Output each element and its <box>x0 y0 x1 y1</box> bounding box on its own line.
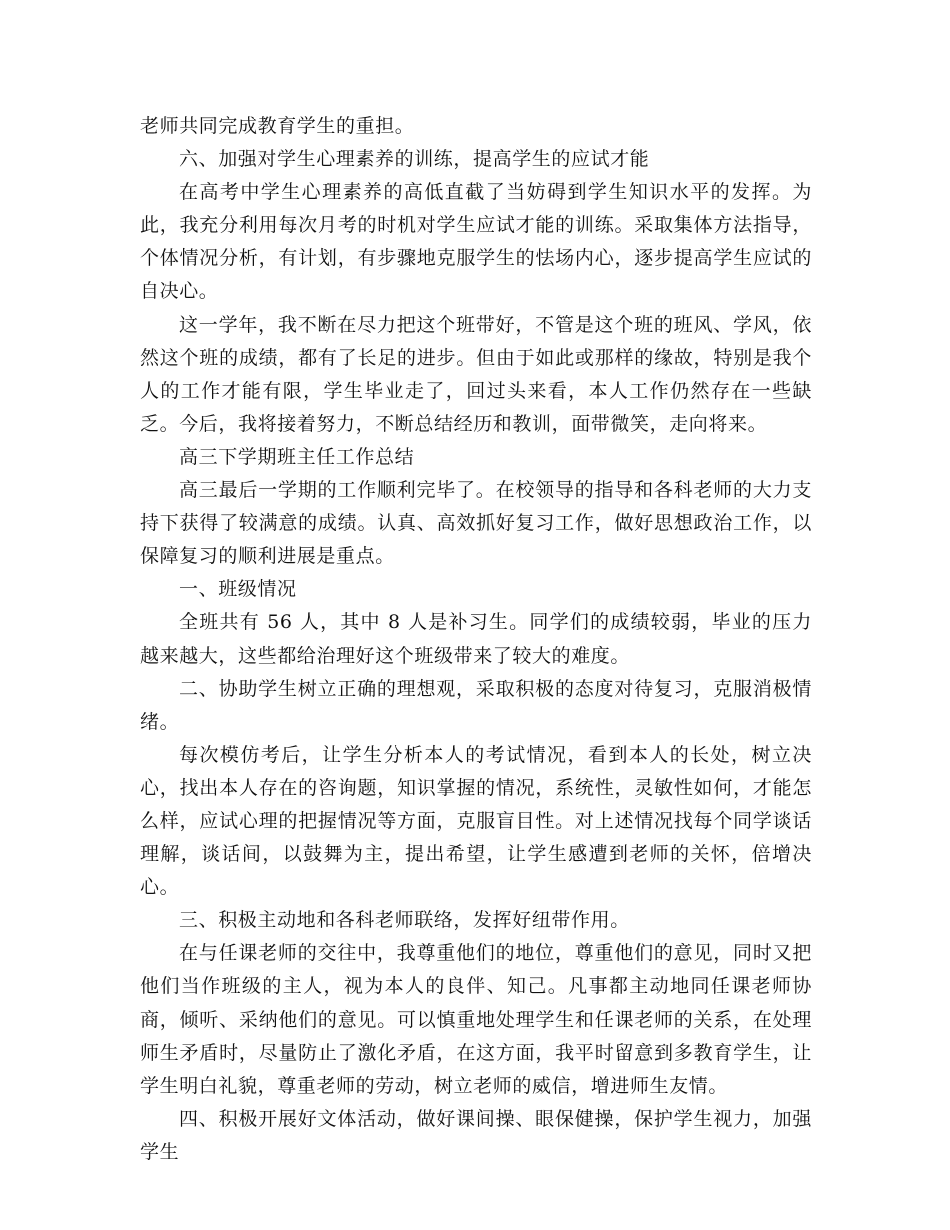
document-body <box>140 110 812 1169</box>
paragraph-continuation: 老师共同完成教育学生的重担。 <box>140 115 415 137</box>
document-subtitle: 高三下学期班主任工作总结 <box>179 445 415 468</box>
paragraph: 高三最后一学期的工作顺利完毕了。在校领导的指导和各科老师的大力支持下获得了较满意的成绩。认真、高效抓好复习工作，做好思想政治工作，以保障复习的顺利进展是重点。 <box>140 479 812 568</box>
paragraph: 在高考中学生心理素养的高低直截了当妨碍到学生知识水平的发挥。为此，我充分利用每次月考的时机对学生应试才能的训练。采取集体方法指导，个体情况分析，有计划，有步骤地克服学生的怯场内心，逐步提高学生应试的自决心。 <box>140 181 812 303</box>
section-heading-three: 三、积极主动地和各科老师联络，发挥好纽带作用。 <box>179 909 630 932</box>
paragraph: 全班共有 56 人，其中 8 人是补习生。同学们的成绩较弱，毕业的压力越来越大，这些都给治理好这个班级带来了较大的难度。 <box>140 611 812 667</box>
section-heading-two: 二、协助学生树立正确的理想观，采取积极的态度对待复习，克服消极情绪。 <box>140 677 812 733</box>
paragraph: 在与任课老师的交往中，我尊重他们的地位，尊重他们的意见，同时又把他们当作班级的主人，视为本人的良伴、知己。凡事都主动地同任课老师协商，倾听、采纳他们的意见。可以慎重地处理学生和任课老师的关系，在处理师生矛盾时，尽量防止了激化矛盾，在这方面，我平时留意到多教育学生，让学生明白礼貌，尊重老师的劳动，树立老师的威信，增进师生友情。 <box>140 942 812 1097</box>
section-heading-six: 六、加强对学生心理素养的训练，提高学生的应试才能 <box>179 148 650 171</box>
paragraph: 这一学年，我不断在尽力把这个班带好，不管是这个班的班风、学风，依然这个班的成绩，都有了长足的进步。但由于如此或那样的缘故，特别是我个人的工作才能有限，学生毕业走了，回过头来看，本人工作仍然存在一些缺乏。今后，我将接着努力，不断总结经历和教训，面带微笑，走向将来。 <box>140 313 812 435</box>
section-heading-four: 四、积极开展好文体活动，做好课间操、眼保健操，保护学生视力，加强学生 <box>140 1107 812 1163</box>
paragraph: 每次模仿考后，让学生分析本人的考试情况，看到本人的长处，树立决心，找出本人存在的咨询题，知识掌握的情况，系统性，灵敏性如何，才能怎么样，应试心理的把握情况等方面，克服盲目性。对上述情况找每个同学谈话理解，谈话间，以鼓舞为主，提出希望，让学生感遭到老师的关怀，倍增决心。 <box>140 743 812 899</box>
section-heading-one: 一、班级情况 <box>179 578 297 601</box>
